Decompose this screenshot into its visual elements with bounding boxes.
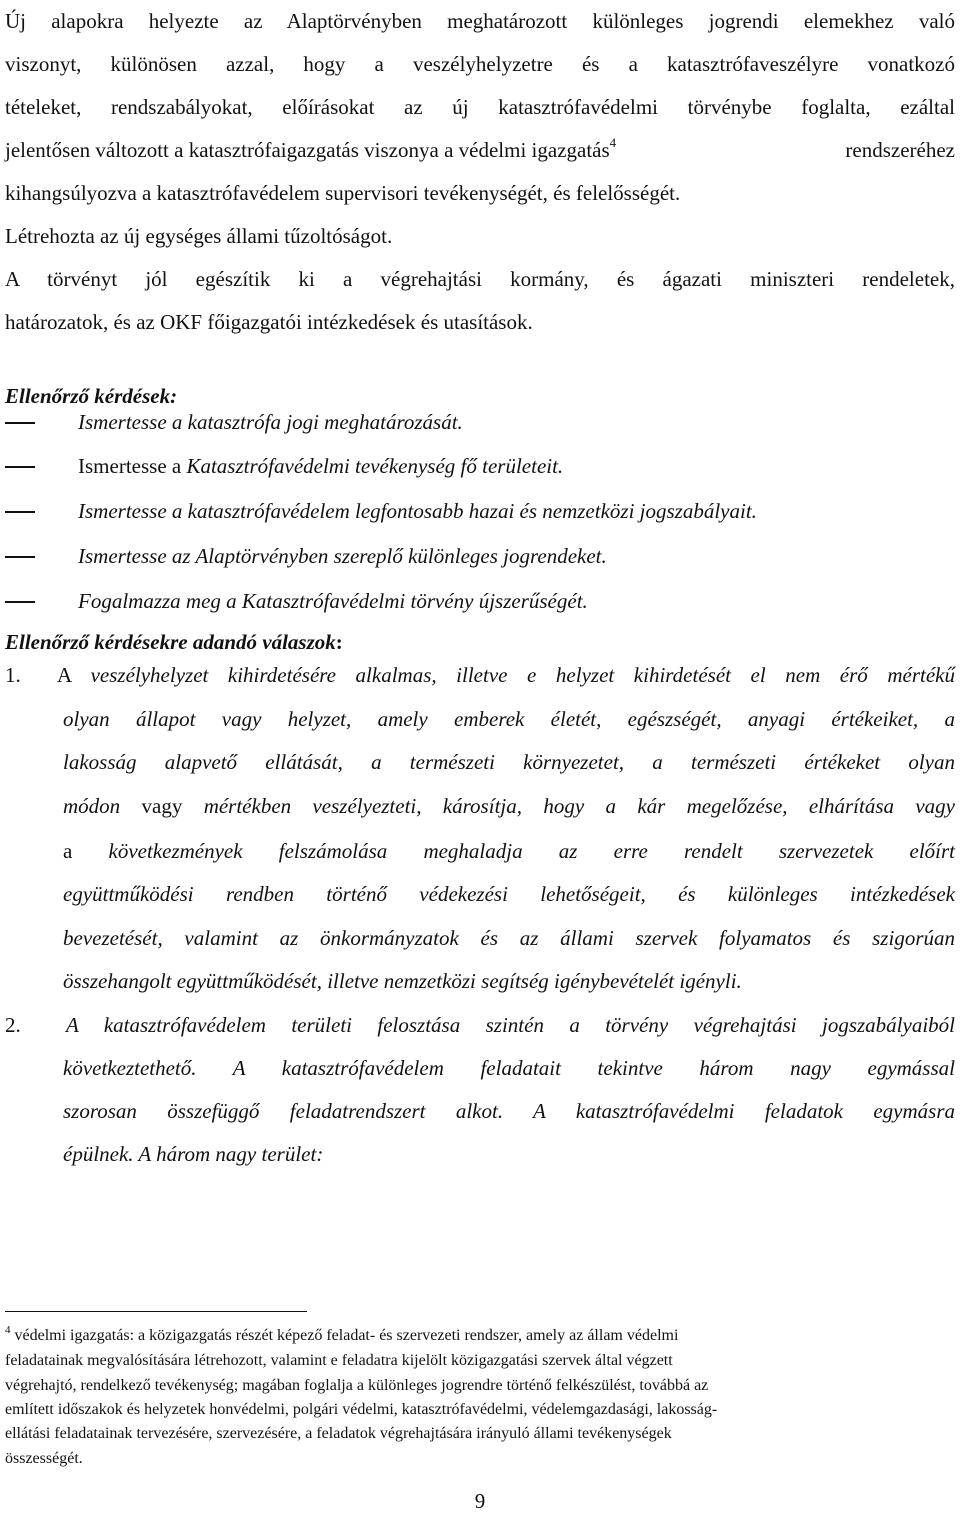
answer-2-line-1: A katasztrófavédelem területi felosztása szintén a törvény végrehajtási jogszabályaiból <box>66 1013 955 1037</box>
answer-1-line-2: olyan állapot vagy helyzet, amely emberek életét, egészségét, anyagi értékeiket, a <box>63 707 955 731</box>
answer-1-line-4-a: módon <box>63 794 121 818</box>
dash-bullet-4 <box>5 556 35 558</box>
questions-heading: Ellenőrző kérdések: <box>5 384 178 408</box>
para2-line-2: határozatok, és az OKF főigazgatói intézkedések és utasítások. <box>5 310 533 334</box>
intro-line-5: kihangsúlyozva a katasztrófavédelem supervisori tevékenységét, és felelősségét. <box>5 181 681 205</box>
answer-1-line-7: bevezetését, valamint az önkormányzatok és az állami szervek folyamatos és szigorúan <box>63 926 955 950</box>
answer-1-line-1-b: veszélyhelyzet kihirdetésére alkalmas, illetve e helyzet kihirdetését el nem érő mértékű <box>90 663 955 687</box>
footnote-line-3: végrehajtó, rendelkező tevékenység; magában foglalja a különleges jogrendre történő felkészülést, továbbá az <box>5 1377 709 1394</box>
question-3: Ismertesse a katasztrófavédelem legfontosabb hazai és nemzetközi jogszabályait. <box>78 499 757 523</box>
intro-line-4-text: jelentősen változott a katasztrófaigazgatás viszonya a védelmi igazgatás <box>5 138 610 162</box>
answer-2-line-3: szorosan összefüggő feladatrendszert alkot. A katasztrófavédelmi feladatok egymásra <box>63 1099 955 1123</box>
answer-1-line-4-c: mértékben veszélyezteti, károsítja, hogy a kár megelőzése, elhárítása vagy <box>203 794 956 818</box>
answer-1-line-4-b: vagy <box>141 794 183 818</box>
answer-1-line-3-b: lapvető ellátását, a természeti környezetet, a természeti értékeket olyan <box>175 750 956 774</box>
answer-1-line-3 <box>63 749 955 775</box>
answer-1-line-5 <box>63 838 955 864</box>
answer-2-line-2: következtethető. A katasztrófavédelem feladatait tekintve három nagy egymással <box>63 1056 955 1080</box>
answers-heading <box>5 629 955 655</box>
intro-line-2: viszonyt, különösen azzal, hogy a veszélyhelyzetre és a katasztrófaveszélyre vonatkozó <box>5 52 955 76</box>
intro-line-6: Létrehozta az új egységes állami tűzoltóságot. <box>5 224 393 248</box>
answer-2-number: 2. <box>5 1013 21 1037</box>
footnote-number: 4 <box>5 1323 11 1336</box>
answer-1-line-6: együttműködési rendben történő védekezési lehetőségeit, és különleges intézkedések <box>63 882 955 906</box>
footnote-line-2: feladatainak megvalósítására létrehozott, valamint e feladatra kijelölt közigazgatási szervek által végzett <box>5 1352 673 1369</box>
answer-1-line-3-a: lakosság a <box>63 750 176 774</box>
intro-line-3: tételeket, rendszabályokat, előírásokat az új katasztrófavédelmi törvénybe foglalta, ezáltal <box>5 95 955 119</box>
intro-line-1: Új alapokra helyezte az Alaptörvényben meghatározott különleges jogrendi elemekhez való <box>5 9 955 33</box>
footnote-line-1-text: védelmi igazgatás: a közigazgatás részét képező feladat- és szervezeti rendszer, amely az állam védelmi <box>14 1327 679 1344</box>
para2-line-1: A törvényt jól egészítik ki a végrehajtási kormány, és ágazati miniszteri rendeletek, <box>5 267 955 291</box>
answer-1-number: 1. <box>5 663 21 687</box>
answer-1-line-8: összehangolt együttműködését, illetve nemzetközi segítség igénybevételét igényli. <box>63 969 742 993</box>
intro-line-4-end: rendszeréhez <box>845 138 955 162</box>
footnote-line-5: ellátási feladatainak tervezésére, szervezésére, a feladatok végrehajtására irányuló állami tevékenységek <box>5 1425 672 1442</box>
dash-bullet-2 <box>5 466 35 468</box>
question-1: Ismertesse a katasztrófa jogi meghatározását. <box>78 410 463 434</box>
footnote-line-4: említett időszakok és helyzetek honvédelmi, polgári védelmi, katasztrófavédelmi, védelemgazdasági, lakosság- <box>5 1401 718 1418</box>
dash-bullet-5 <box>5 601 35 603</box>
answer-1-line-5-a: a <box>63 839 73 863</box>
question-2 <box>78 453 563 479</box>
answer-2-line-4: épülnek. A három nagy terület: <box>63 1142 324 1166</box>
footnote-separator <box>5 1311 307 1312</box>
answers-heading-text: Ellenőrző kérdésekre adandó válaszok <box>5 630 336 654</box>
answer-1-line-5-b: következmények felszámolása meghaladja az erre rendelt szervezetek előírt <box>108 839 956 863</box>
answers-heading-colon: : <box>335 630 343 654</box>
dash-bullet-3 <box>5 511 35 513</box>
footnote-line-6: összességét. <box>5 1450 83 1467</box>
intro-line-4 <box>5 137 955 163</box>
question-5: Fogalmazza meg a Katasztrófavédelmi törvény újszerűségét. <box>78 589 588 613</box>
dash-bullet-1 <box>5 422 35 424</box>
answer-1-line-1-a: A <box>57 663 72 687</box>
question-4: Ismertesse az Alaptörvényben szereplő különleges jogrendeket. <box>78 544 607 568</box>
footnote-reference[interactable]: 4 <box>609 135 617 150</box>
question-2-part-1: Ismertesse a <box>78 454 182 478</box>
question-2-part-2: Katasztrófavédelmi tevékenység fő területeit. <box>186 454 564 478</box>
answer-1-line-4 <box>63 793 955 819</box>
page-number: 9 <box>474 1489 486 1513</box>
answer-1-line-1 <box>57 662 955 688</box>
footnote-line-1 <box>5 1323 945 1346</box>
